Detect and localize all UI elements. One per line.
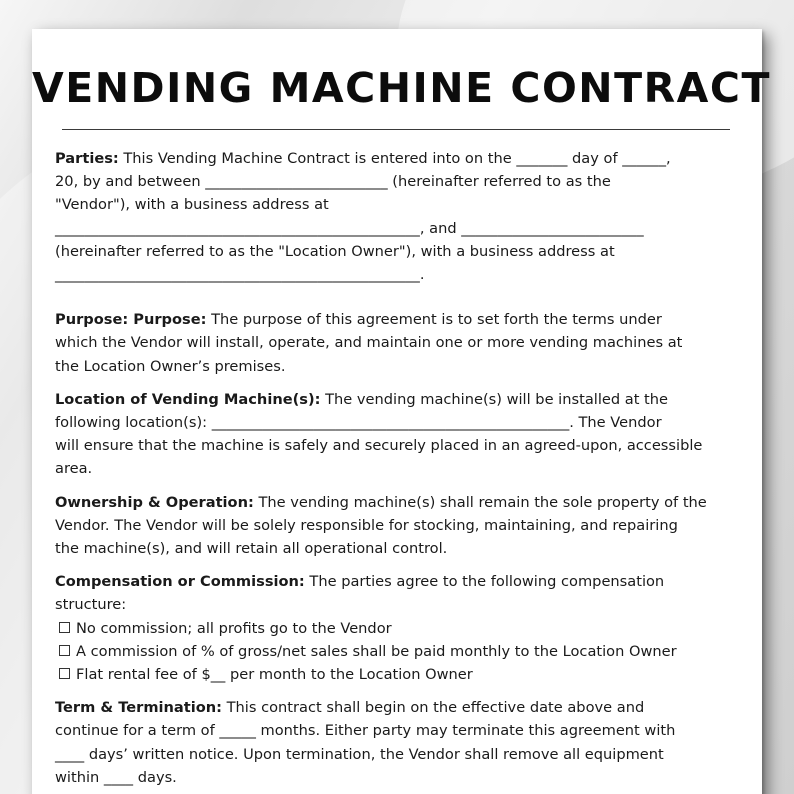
- location-line-1: The vending machine(s) will be installed at the: [320, 390, 669, 408]
- ownership-section: [55, 491, 742, 561]
- purpose-heading: Purpose: Purpose:: [55, 311, 207, 329]
- parties-line-6: __________________________________________________.: [55, 266, 425, 284]
- purpose-line-2: which the Vendor will install, operate, and maintain one or more vending machines at: [55, 334, 683, 352]
- location-line-3: will ensure that the machine is safely and securely placed in an agreed-upon, accessible: [55, 437, 703, 455]
- compensation-option-label: No commission; all profits go to the Vendor: [76, 619, 392, 637]
- checkbox-icon: [59, 668, 70, 679]
- compensation-line-2: structure:: [55, 596, 127, 614]
- compensation-option-label: Flat rental fee of $__ per month to the Location Owner: [76, 666, 473, 684]
- term-heading: Term & Termination:: [55, 699, 222, 717]
- ownership-line-1: The vending machine(s) shall remain the sole property of the: [253, 493, 707, 511]
- term-line-2: continue for a term of _____ months. Either party may terminate this agreement with: [55, 722, 676, 740]
- compensation-heading: Compensation or Commission:: [55, 573, 305, 591]
- location-line-4: area.: [55, 460, 93, 478]
- location-line-2: following location(s): _________________________________________________. The Vendor: [55, 414, 662, 432]
- contract-body: [55, 147, 742, 794]
- compensation-option: [55, 663, 742, 686]
- compensation-section: [55, 570, 742, 686]
- parties-line-5: (hereinafter referred to as the "Location Owner"), with a business address at: [55, 242, 615, 260]
- document-title: VENDING MACHINE CONTRACT: [32, 64, 771, 112]
- contract-page: [32, 29, 771, 794]
- purpose-line-3: the Location Owner’s premises.: [55, 357, 286, 375]
- title-divider: [62, 129, 730, 130]
- checkbox-icon: [59, 645, 70, 656]
- purpose-line-1: The purpose of this agreement is to set forth the terms under: [206, 311, 662, 329]
- parties-line-4: __________________________________________________, and _________________________: [55, 219, 644, 237]
- location-section: [55, 388, 742, 481]
- compensation-line-1: The parties agree to the following compensation: [304, 573, 665, 591]
- parties-line-1: This Vending Machine Contract is entered into on the _______ day of ______,: [118, 150, 671, 167]
- parties-line-3: "Vendor"), with a business address at: [55, 196, 329, 214]
- ownership-heading: Ownership & Operation:: [55, 493, 254, 511]
- term-section: [55, 696, 742, 789]
- compensation-option-label: A commission of % of gross/net sales shall be paid monthly to the Location Owner: [76, 642, 677, 660]
- parties-line-2: 20, by and between _________________________ (hereinafter referred to as the: [55, 173, 611, 191]
- checkbox-icon: [59, 622, 70, 633]
- ownership-line-2: Vendor. The Vendor will be solely responsible for stocking, maintaining, and repairing: [55, 516, 678, 534]
- term-line-3: ____ days’ written notice. Upon termination, the Vendor shall remove all equipment: [55, 745, 664, 763]
- location-heading: Location of Vending Machine(s):: [55, 390, 321, 408]
- purpose-section: [55, 308, 742, 378]
- ownership-line-3: the machine(s), and will retain all operational control.: [55, 540, 448, 558]
- term-line-1: This contract shall begin on the effective date above and: [222, 699, 645, 717]
- parties-heading: Parties:: [55, 150, 119, 167]
- term-line-4: within ____ days.: [55, 768, 177, 786]
- compensation-option: [55, 617, 742, 640]
- compensation-option: [55, 640, 742, 663]
- parties-section: [55, 147, 742, 286]
